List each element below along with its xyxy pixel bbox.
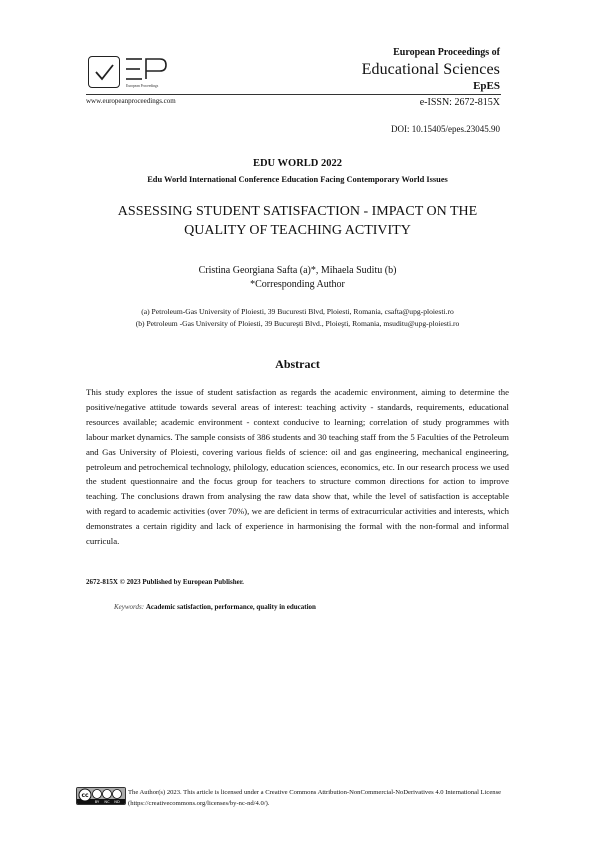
creative-commons-badge-icon [76, 787, 126, 805]
journal-logo-ep-icon [124, 55, 168, 83]
abstract-text: This study explores the issue of student satisfaction as regards the academic environment, aiming to determine the positive/negative attitude towards several areas of interest: teaching activity - standards, requirements, educational resources available; academic environment - context conducive to learning; correlation of study programmes with labour market dynamics. The sample consists of 386 students and 30 teaching staff from the 5 Faculties of the Petroleum and Gas University of Ploiesti, covering various fields of science: oil and gas engineering, mechanical engineering, petroleum and petrochemical technology, philology, education sciences, economics, etc. In our research process we used the student questionnaire and the focus group for teachers to structure common directions for action to improve teaching. The conclusions drawn from analysing the raw data show that, while the level of satisfaction is acceptable with regard to academic activities (over 70%), we are deficient in terms of extracurricular activities and interests, which demonstrates a certain rigidity and lack of experience in harmonising the formal with the non-formal and informal curricula. [86, 387, 509, 547]
nc-label: NC [104, 800, 110, 804]
copyright-line: 2672-815X © 2023 Published by European Publisher. [86, 578, 244, 586]
abstract-heading: Abstract [275, 357, 320, 371]
by-label: BY [94, 800, 100, 804]
keywords-text: Academic satisfaction, performance, quality in education [145, 603, 316, 611]
doi[interactable]: DOI: 10.15405/epes.23045.90 [391, 124, 500, 134]
journal-abbreviation: EpES [473, 80, 500, 92]
publisher-line: European Proceedings of [393, 47, 500, 58]
logo-subtitle: European Proceedings [126, 84, 159, 88]
journal-title: Educational Sciences [361, 61, 500, 78]
conference-full-name: Edu World International Conference Education Facing Contemporary World Issues [147, 175, 448, 184]
cc-label: cc [81, 792, 89, 800]
license-text: The Author(s) 2023. This article is licensed under a Creative Commons Attribution-NonCommercial-NoDerivatives 4.0 International License (https://creativecommons.org/licenses/by-nc-nd/4.0/). [128, 789, 502, 807]
website-link[interactable]: www.europeanproceedings.com [86, 97, 176, 105]
affiliation-b: (b) Petroleum -Gas University of Ploiesti, 39 Bucureşti Blvd., Ploieşti, Romania, msuditu@upg-ploiesti.ro [135, 319, 460, 328]
header-rule [86, 94, 501, 95]
journal-logo-check-icon [88, 56, 120, 88]
issn: e-ISSN: 2672-815X [419, 97, 500, 108]
corresponding-author: *Corresponding Author [250, 279, 345, 290]
keywords-label: Keywords: [114, 603, 145, 611]
nd-label: ND [114, 800, 120, 804]
paper-title: ASSESSING STUDENT SATISFACTION - IMPACT ON THE QUALITY OF TEACHING ACTIVITY [117, 204, 478, 238]
authors: Cristina Georgiana Safta (a)*, Mihaela Suditu (b) [198, 265, 397, 276]
affiliation-a: (a) Petroleum-Gas University of Ploiesti, 39 Bucuresti Blvd, Ploiesti, Romania, csafta@upg-ploiesti.ro [141, 307, 454, 316]
conference-name: EDU WORLD 2022 [252, 158, 343, 169]
keywords-line [114, 603, 316, 611]
